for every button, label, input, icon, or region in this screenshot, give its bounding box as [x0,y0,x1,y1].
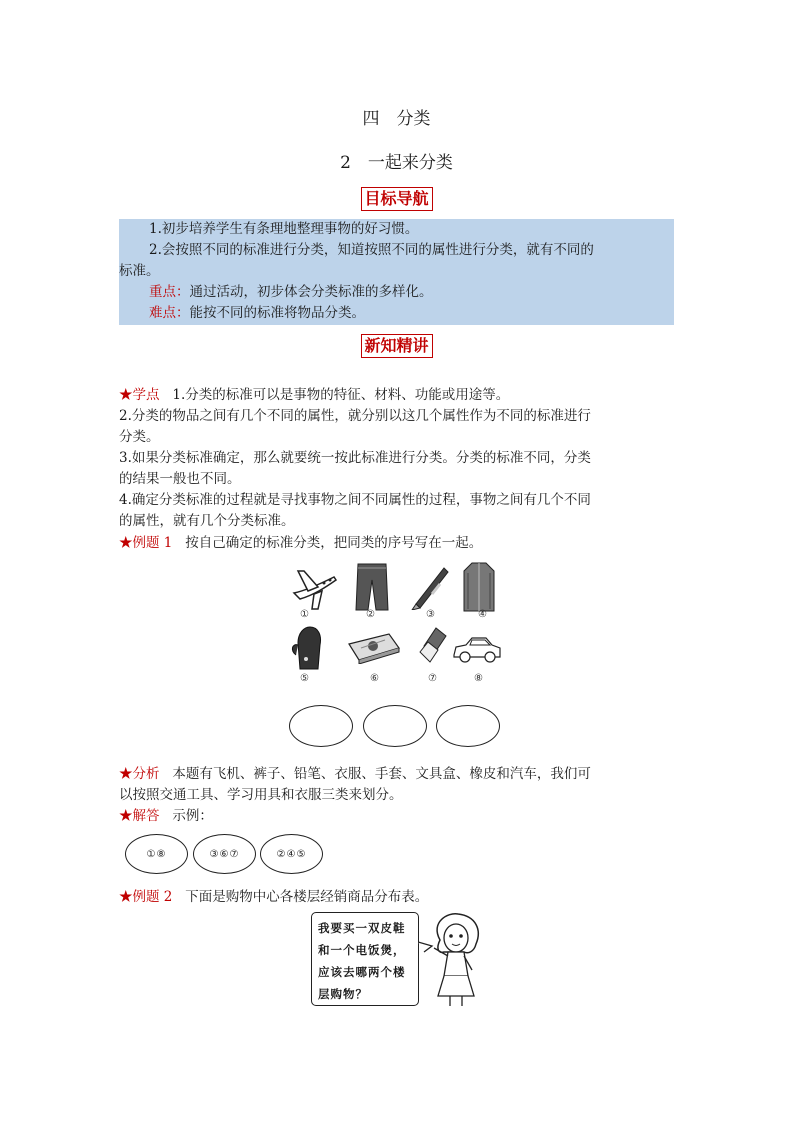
study-points [119,385,679,532]
item-number-4: ④ [478,609,487,620]
study-label: ★学点 [119,387,160,403]
key-point [119,282,674,303]
key-point-text: 通过活动，初步体会分类标准的多样化。 [189,284,433,300]
item-number-7: ⑦ [428,673,437,684]
item-number-6: ⑥ [370,673,379,684]
difficult-point-text: 能按不同的标准将物品分类。 [189,305,365,321]
study-point-2: 2.分类的物品之间有几个不同的属性，就分别以这几个属性作为不同的标准进行 [119,408,591,424]
difficult-point-label: 难点： [149,305,190,321]
study-point-1: ★学点 1.分类的标准可以是事物的特征、材料、功能或用途等。 [119,387,510,403]
answer-text: 示例： [172,808,213,824]
study-point-3-cont: 的结果一般也不同。 [119,471,241,487]
unit-title: 四 分类 [362,109,431,129]
item-number-8: ⑧ [474,673,483,684]
classification-oval-3[interactable] [436,705,500,747]
item-number-1: ① [300,609,309,620]
item-number-2: ② [366,609,375,620]
knowledge-section-label: 新知精讲 [360,334,432,358]
answer-oval-3: ②④⑤ [260,834,323,874]
difficult-point [119,303,674,324]
pencil-icon [410,564,454,610]
classification-oval-2[interactable] [363,705,427,747]
study-point-2-cont: 分类。 [119,429,160,445]
shirt-icon [462,561,496,613]
answer-oval-1: ①⑧ [125,834,188,874]
classification-oval-1[interactable] [289,705,353,747]
answer-label: ★解答 [119,808,160,824]
example2-question: ★例题 2 下面是购物中心各楼层经销商品分布表。 [119,889,429,905]
car-icon [452,635,502,665]
goal-item-2-cont: 标准。 [119,263,160,279]
item-number-3: ③ [426,609,435,620]
goal-item-1: 1.初步培养学生有条理地整理事物的好习惯。 [149,221,419,237]
study-point-4: 4.确定分类标准的过程就是寻找事物之间不同属性的过程，事物之间有几个不同 [119,492,591,508]
answer-oval-2: ③⑥⑦ [193,834,256,874]
example1-label: ★例题 1 [119,535,173,551]
girl-illustration-icon [418,912,490,1008]
item-number-5: ⑤ [300,673,309,684]
study-point-4-cont: 的属性，就有几个分类标准。 [119,513,295,529]
example1-question: ★例题 1 按自己确定的标准分类，把同类的序号写在一起。 [119,535,483,551]
pants-icon [354,562,390,612]
eraser-icon [418,626,448,666]
analysis-label: ★分析 [119,766,160,782]
example1-analysis: ★分析 本题有飞机、裤子、铅笔、衣服、手套、文具盒、橡皮和汽车，我们可 以按照交通工具、学习用具和衣服三类来划分。 ★解答 示例： [119,766,591,824]
key-point-label: 重点： [149,284,190,300]
goal-item-2: 2.会按照不同的标准进行分类，知道按照不同的属性进行分类，就有不同的 [149,242,594,258]
example2-label: ★例题 2 [119,889,173,905]
speech-bubble: 我要买一双皮鞋 和一个电饭煲， 应该去哪两个楼 层购物？ [311,912,419,1006]
airplane-icon [290,563,338,611]
glove-icon [290,623,326,671]
lesson-title: 2 一起来分类 [340,153,453,173]
pencil-box-icon [345,630,401,664]
study-point-3: 3.如果分类标准确定，那么就要统一按此标准进行分类。分类的标准不同，分类 [119,450,591,466]
goals-section-label: 目标导航 [360,187,432,211]
goals-panel [119,219,674,325]
